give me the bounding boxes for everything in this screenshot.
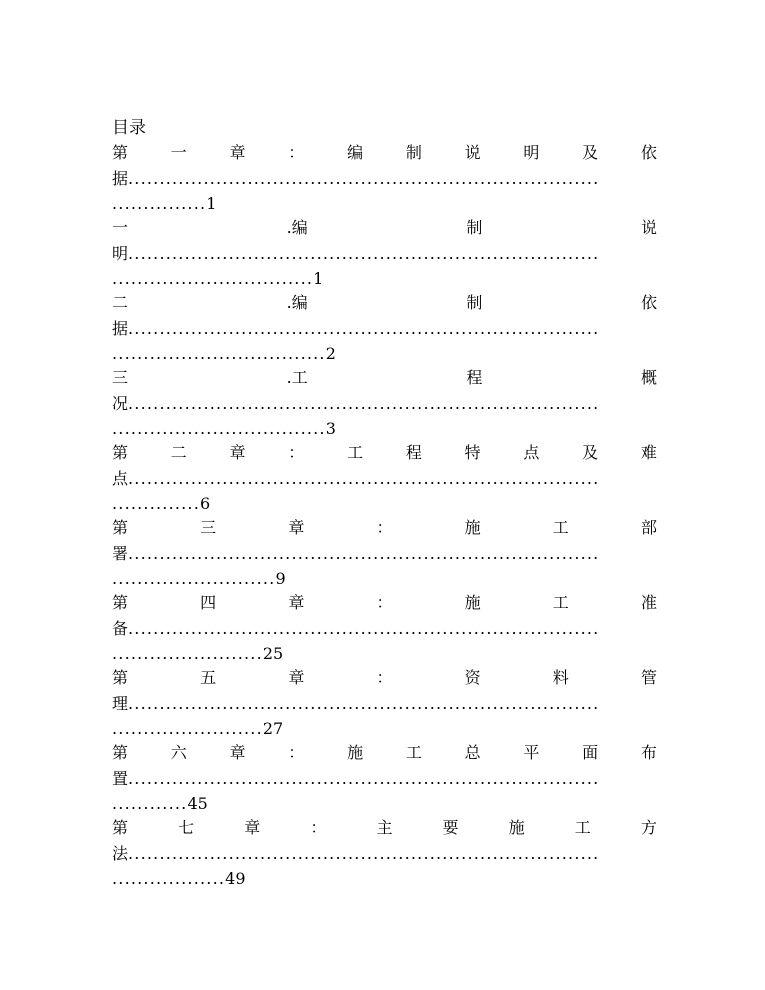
page-number: 1: [206, 194, 217, 213]
toc-heading-char: 第: [112, 443, 129, 462]
toc-entry-page-line: [112, 491, 657, 516]
toc-entry-leader-line: [112, 166, 657, 191]
toc-heading-char: .工: [286, 368, 308, 387]
toc-heading-char: 一: [170, 143, 187, 162]
toc-heading-last-char: 据: [112, 169, 129, 188]
toc-heading-char: 及: [582, 143, 599, 162]
toc-heading-char: 方: [640, 818, 657, 837]
toc-heading-char: ：: [288, 143, 305, 162]
toc-heading-char: 制: [466, 218, 483, 237]
toc-entry-page-line: [112, 716, 657, 741]
toc-heading-last-char: 理: [112, 694, 129, 713]
page-number: 6: [200, 494, 211, 513]
dot-leader: ..................: [112, 869, 226, 888]
toc-heading-char: 点: [523, 443, 540, 462]
dot-leader: ..............: [112, 494, 201, 513]
toc-entry-heading: [112, 365, 657, 391]
toc-heading-char: 一: [112, 218, 129, 237]
dot-leader: ...........................................................................: [128, 319, 600, 338]
toc-heading-char: 工: [347, 443, 364, 462]
toc-heading-char: 四: [200, 593, 217, 612]
toc-entry-leader-line: [112, 616, 657, 641]
page-number: 1: [313, 269, 324, 288]
toc-entry-heading: [112, 740, 657, 766]
toc-heading-char: 说: [640, 218, 657, 237]
toc-heading-char: 概: [640, 368, 657, 387]
toc-heading-char: 第: [112, 743, 129, 762]
toc-heading-last-char: 备: [112, 619, 129, 638]
toc-heading-char: 明: [523, 143, 540, 162]
toc-entry[interactable]: [112, 740, 657, 816]
toc-entry-leader-line: [112, 766, 657, 791]
toc-heading-char: 三: [112, 368, 129, 387]
toc-heading-char: 施: [464, 593, 481, 612]
dot-leader: ........................: [112, 719, 263, 738]
toc-heading-char: 工: [405, 743, 422, 762]
toc-entry-heading: [112, 215, 657, 241]
toc-heading-char: ：: [310, 818, 327, 837]
toc-entry-leader-line: [112, 541, 657, 566]
toc-heading-char: 特: [464, 443, 481, 462]
toc-entry-heading: [112, 590, 657, 616]
toc-heading-char: 管: [640, 668, 657, 687]
toc-heading-char: 章: [229, 743, 246, 762]
toc-heading-char: 工: [552, 593, 569, 612]
page-number: 3: [325, 419, 336, 438]
toc-heading-char: 三: [200, 518, 217, 537]
toc-heading-char: 程: [466, 368, 483, 387]
toc-entry-page-line: [112, 266, 657, 291]
toc-title: 目录: [112, 118, 146, 138]
toc-heading-char: 平: [523, 743, 540, 762]
toc-heading-char: 布: [640, 743, 657, 762]
toc-entry-heading: [112, 815, 657, 841]
toc-heading-char: 二: [170, 443, 187, 462]
toc-entry-heading: [112, 140, 657, 166]
toc-entry-leader-line: [112, 391, 657, 416]
dot-leader: ..................................: [112, 344, 326, 363]
toc-heading-char: 资: [464, 668, 481, 687]
toc-entry-page-line: [112, 566, 657, 591]
toc-entry[interactable]: [112, 665, 657, 741]
page-number: 9: [275, 569, 286, 588]
toc-entry[interactable]: [112, 365, 657, 441]
toc-entry-heading: [112, 665, 657, 691]
toc-entry[interactable]: [112, 590, 657, 666]
dot-leader: ...........................................................................: [128, 769, 600, 788]
toc-heading-char: ：: [376, 518, 393, 537]
toc-heading-char: 说: [464, 143, 481, 162]
toc-entry[interactable]: [112, 515, 657, 591]
toc-heading-char: 依: [640, 143, 657, 162]
toc-heading-char: 主: [376, 818, 393, 837]
toc-heading-last-char: 点: [112, 469, 129, 488]
toc-entry-leader-line: [112, 241, 657, 266]
toc-heading-char: 料: [552, 668, 569, 687]
toc-heading-char: 六: [170, 743, 187, 762]
toc-heading-char: 二: [112, 293, 129, 312]
toc-entry-leader-line: [112, 316, 657, 341]
page-number: 45: [187, 794, 208, 813]
toc-heading-char: .编: [286, 218, 308, 237]
dot-leader: ..........................: [112, 569, 276, 588]
toc-heading-char: 制: [466, 293, 483, 312]
toc-heading-char: 工: [574, 818, 591, 837]
toc-heading-char: 施: [508, 818, 525, 837]
toc-entry-page-line: [112, 191, 657, 216]
toc-entry[interactable]: [112, 290, 657, 366]
toc-heading-char: 部: [640, 518, 657, 537]
dot-leader: ...........................................................................: [128, 244, 600, 263]
toc-heading-last-char: 明: [112, 244, 129, 263]
toc-heading-char: 章: [244, 818, 261, 837]
toc-heading-char: 及: [582, 443, 599, 462]
toc-heading-char: ：: [288, 443, 305, 462]
toc-heading-char: 章: [288, 593, 305, 612]
toc-heading-char: 章: [229, 143, 246, 162]
toc-heading-char: 章: [229, 443, 246, 462]
toc-heading-last-char: 况: [112, 394, 129, 413]
toc-heading-char: 面: [582, 743, 599, 762]
toc-heading-char: 编: [347, 143, 364, 162]
dot-leader: ...........................................................................: [128, 694, 600, 713]
toc-entry-heading: [112, 290, 657, 316]
toc-heading-char: 施: [347, 743, 364, 762]
toc-heading-char: ：: [376, 593, 393, 612]
dot-leader: ...........................................................................: [128, 169, 600, 188]
toc-heading-char: 制: [405, 143, 422, 162]
dot-leader: ........................: [112, 644, 263, 663]
toc-heading-char: 工: [552, 518, 569, 537]
page-number: 25: [262, 644, 284, 663]
dot-leader: ...............: [112, 194, 207, 213]
dot-leader: ................................: [112, 269, 314, 288]
dot-leader: ...........................................................................: [128, 394, 600, 413]
dot-leader: ...........................................................................: [128, 844, 600, 863]
toc-heading-char: 第: [112, 143, 129, 162]
toc-heading-char: 第: [112, 593, 129, 612]
toc-entry-page-line: [112, 866, 657, 891]
dot-leader: ............: [112, 794, 188, 813]
toc-entry-leader-line: [112, 466, 657, 491]
toc-heading-char: 章: [288, 518, 305, 537]
toc-entry[interactable]: [112, 140, 657, 216]
toc-heading-char: 总: [464, 743, 481, 762]
page-number: 2: [325, 344, 336, 363]
toc-entry-page-line: [112, 791, 657, 816]
toc-heading-last-char: 置: [112, 769, 129, 788]
toc-heading-char: 第: [112, 668, 129, 687]
toc-heading-char: .编: [286, 293, 308, 312]
toc-entry[interactable]: [112, 440, 657, 516]
toc-heading-last-char: 署: [112, 544, 129, 563]
dot-leader: ..................................: [112, 419, 326, 438]
toc-heading-char: 要: [442, 818, 459, 837]
dot-leader: ...........................................................................: [128, 619, 600, 638]
toc-heading-char: 准: [640, 593, 657, 612]
toc-heading-char: 七: [178, 818, 195, 837]
toc-heading-char: 施: [464, 518, 481, 537]
toc-entry[interactable]: [112, 815, 657, 891]
toc-heading-char: 章: [288, 668, 305, 687]
toc-entry-heading: [112, 515, 657, 541]
toc-entry-leader-line: [112, 841, 657, 866]
toc-entry-leader-line: [112, 691, 657, 716]
page-number: 27: [262, 719, 284, 738]
page-number: 49: [225, 869, 246, 888]
toc-entry-page-line: [112, 416, 657, 441]
dot-leader: ...........................................................................: [128, 469, 600, 488]
toc-heading-char: ：: [288, 743, 305, 762]
toc-heading-char: 第: [112, 518, 129, 537]
toc-heading-last-char: 法: [112, 844, 129, 863]
toc-heading-char: 五: [200, 668, 217, 687]
toc-entry-page-line: [112, 641, 657, 666]
toc-heading-char: 依: [640, 293, 657, 312]
toc-heading-char: 第: [112, 818, 129, 837]
toc-heading-char: ：: [376, 668, 393, 687]
toc-entry[interactable]: [112, 215, 657, 291]
toc-heading-char: 难: [640, 443, 657, 462]
toc-heading-char: 程: [405, 443, 422, 462]
toc-heading-last-char: 据: [112, 319, 129, 338]
toc-entry-page-line: [112, 341, 657, 366]
toc-entry-heading: [112, 440, 657, 466]
dot-leader: ...........................................................................: [128, 544, 600, 563]
